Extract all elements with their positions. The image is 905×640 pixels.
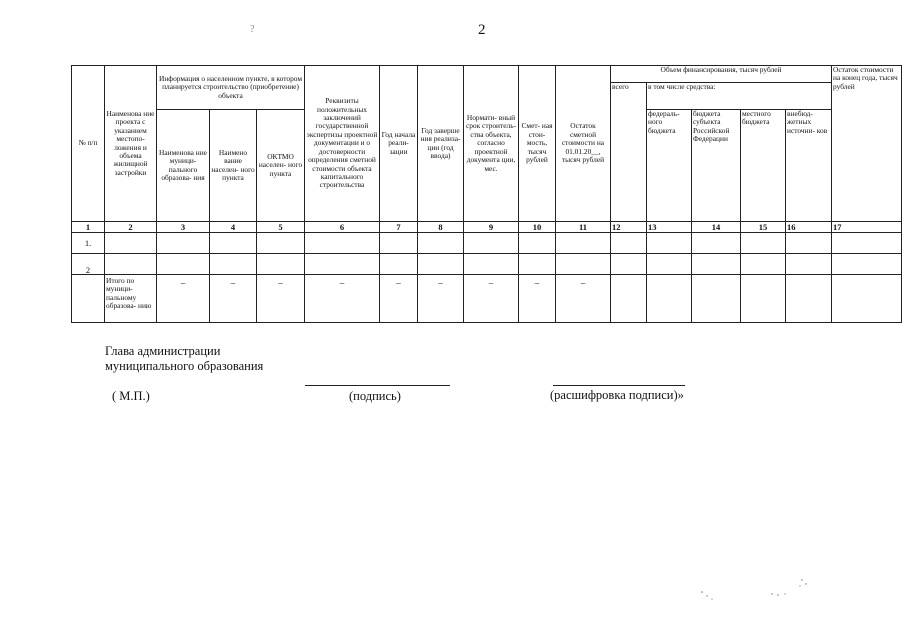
column-number: 9 (464, 222, 519, 233)
row-number: 2 (72, 254, 105, 275)
column-number: 5 (257, 222, 305, 233)
column-number: 13 (647, 222, 692, 233)
header-local: местного бюджета (741, 110, 786, 222)
column-number: 2 (105, 222, 157, 233)
row-number: 1. (72, 233, 105, 254)
header-including: в том числе средства: (647, 83, 832, 110)
dash-cell: – (380, 275, 418, 323)
header-estimate-cost: Смет- ная стои- мость, тысяч рублей (519, 66, 556, 222)
column-number: 11 (556, 222, 611, 233)
dash-cell: – (157, 275, 210, 323)
header-year-end: Год заверше ния реализа- ции (год ввода) (418, 66, 464, 222)
column-number: 16 (786, 222, 832, 233)
decoding-caption: (расшифровка подписи)» (550, 388, 684, 402)
column-number: 4 (210, 222, 257, 233)
head-title-line2: муниципального образования (105, 359, 264, 373)
scan-mark: ? (250, 24, 255, 35)
table-row (72, 254, 902, 275)
header-project-name: Наименова ние проекта с указанием местопо- ложения и объема жилищной застройки (105, 66, 157, 222)
dash-cell: – (257, 275, 305, 323)
head-title-line1: Глава администрации (105, 344, 221, 358)
header-remaining-end: Остаток стоимости на конец года, тысяч рублей (832, 66, 902, 222)
column-number: 1 (72, 222, 105, 233)
header-normative-term: Нормати- вный срок строитель- ства объекта, согласно проектной документа ции, мес. (464, 66, 519, 222)
column-numbers-row (72, 222, 902, 233)
dash-cell: – (519, 275, 556, 323)
header-num: № п/п (72, 66, 105, 222)
column-number: 6 (305, 222, 380, 233)
page-number: 2 (478, 22, 486, 38)
total-row (72, 275, 902, 323)
header-year-start: Год начала реали- зации (380, 66, 418, 222)
column-number: 17 (832, 222, 902, 233)
dash-cell: – (305, 275, 380, 323)
table-row (72, 233, 902, 254)
dash-cell: – (556, 275, 611, 323)
total-row-label: Итого по муници- пальному образова- нию (105, 275, 157, 323)
column-number: 15 (741, 222, 786, 233)
column-number: 12 (611, 222, 647, 233)
header-settlement-group: Информация о населенном пункте, в котором планируется строительство (приобретение) объекта (157, 66, 305, 110)
header-federal: федераль- ного бюджета (647, 110, 692, 222)
header-total: всего (611, 83, 647, 222)
header-municipality-name: Наименова ние муници- пального образова- ния (157, 110, 210, 222)
seal-caption: ( М.П.) (112, 389, 150, 403)
column-number: 7 (380, 222, 418, 233)
dash-cell: – (418, 275, 464, 323)
header-regional: бюджета субъекта Российской Федерации (692, 110, 741, 222)
signature-line (305, 385, 450, 386)
column-number: 10 (519, 222, 556, 233)
header-settlement-name: Наимено вание населен- ного пункта (210, 110, 257, 222)
header-oktmo: ОКТМО населен- ного пункта (257, 110, 305, 222)
dash-cell: – (210, 275, 257, 323)
column-number: 8 (418, 222, 464, 233)
financing-table (71, 65, 902, 323)
header-remaining-cost: Остаток сметной стоимости на 01.01.20__, тысяч рублей (556, 66, 611, 222)
header-financing-group: Объем финансирования, тысяч рублей (611, 66, 832, 83)
decoding-line (553, 385, 685, 386)
dash-cell: – (464, 275, 519, 323)
column-number: 14 (692, 222, 741, 233)
header-requisites: Реквизиты положительных заключений государственной экспертизы проектной документации и о достоверности определения сметной стоимости объекта капитального строительства (305, 66, 380, 222)
column-number: 3 (157, 222, 210, 233)
signature-caption: (подпись) (349, 389, 401, 403)
scan-specks (690, 570, 830, 610)
header-extra: внебюд- жетных источни- ков (786, 110, 832, 222)
